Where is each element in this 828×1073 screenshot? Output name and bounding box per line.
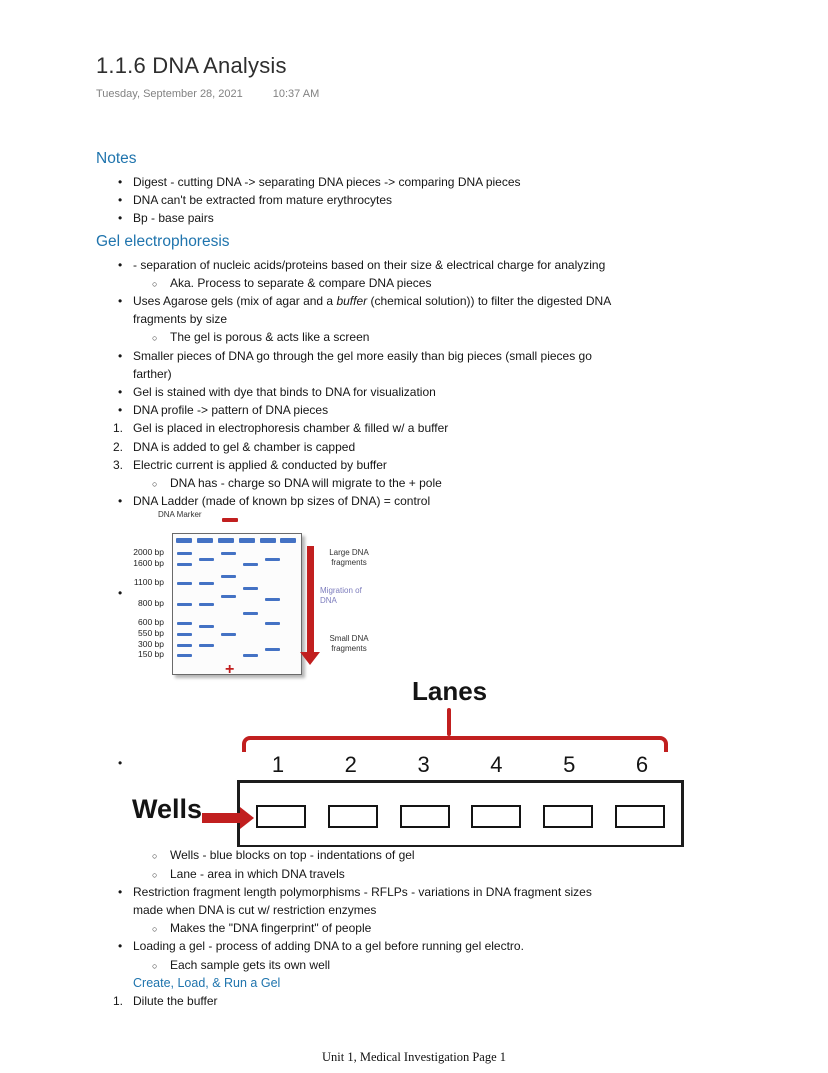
- dna-band: [177, 563, 192, 566]
- list-item-text: The gel is porous & acts like a screen: [170, 330, 370, 345]
- dna-band: [243, 587, 258, 590]
- list-item-text: Gel is placed in electrophoresis chamber & filled w/ a buffer: [133, 421, 449, 436]
- gel-well-band: [280, 538, 296, 543]
- lane-number: 4: [490, 752, 503, 778]
- bp-label: 800 bp: [138, 598, 164, 609]
- brace-stem: [447, 708, 451, 736]
- gel-well-band: [218, 538, 234, 543]
- bp-label: 150 bp: [138, 649, 164, 660]
- gel-chamber-box: [237, 780, 684, 847]
- list-item-text: farther): [133, 366, 172, 381]
- list-item-text: Wells - blue blocks on top - indentations of gel: [170, 848, 415, 863]
- bp-label: 2000 bp: [133, 547, 164, 558]
- list-item-text: Aka. Process to separate & compare DNA pieces: [170, 275, 432, 290]
- list-item: [96, 937, 721, 955]
- dna-band: [221, 552, 236, 555]
- gel-well-band: [239, 538, 255, 543]
- list-item: [96, 438, 721, 456]
- dna-band: [199, 625, 214, 628]
- dna-band: [265, 648, 280, 651]
- bp-label: 300 bp: [138, 639, 164, 650]
- lane-number: 1: [271, 752, 285, 778]
- list-item-number: 1.: [113, 421, 124, 436]
- lane-number: 5: [563, 752, 576, 778]
- bp-label: 600 bp: [138, 617, 164, 628]
- list-item-text: DNA is added to gel & chamber is capped: [133, 439, 356, 454]
- list-item-text: Digest - cutting DNA -> separating DNA pieces -> comparing DNA pieces: [133, 175, 521, 189]
- list-item-text: Restriction fragment length polymorphisms - RFLPs - variations in DNA fragment sizes: [133, 884, 592, 899]
- list-item-text: DNA has - charge so DNA will migrate to the + pole: [170, 476, 442, 491]
- minus-electrode-icon: [222, 518, 238, 522]
- list-item: [96, 419, 721, 437]
- dna-band: [221, 595, 236, 598]
- list-item-text: DNA Ladder (made of known bp sizes of DNA) = control: [133, 494, 431, 509]
- bp-label: 1100 bp: [133, 577, 164, 588]
- list-item-text: DNA can't be extracted from mature erythrocytes: [133, 193, 393, 208]
- page-title: 1.1.6 DNA Analysis: [96, 53, 287, 78]
- list-item-text: (chemical solution)) to filter the digested DNA: [367, 294, 612, 309]
- list-item: [96, 383, 721, 401]
- list-item: [96, 956, 721, 974]
- gel-well-band: [197, 538, 213, 543]
- lanes-label: Lanes: [412, 676, 488, 707]
- well: [328, 805, 378, 828]
- list-item-text: Each sample gets its own well: [170, 957, 331, 972]
- list-item: [96, 474, 721, 492]
- list-item-text: Electric current is applied & conducted by buffer: [133, 457, 387, 472]
- list-item: [96, 883, 721, 919]
- dna-marker-label: DNA Marker: [158, 510, 202, 520]
- list-item: [96, 347, 721, 383]
- list-item: [96, 846, 721, 864]
- large-dna-fragments-label: Large DNA fragments: [329, 548, 369, 567]
- bp-label: 550 bp: [138, 628, 164, 639]
- list-item: [96, 401, 721, 419]
- list-item: [96, 274, 721, 292]
- list-item-text: DNA profile -> pattern of DNA pieces: [133, 403, 329, 418]
- lane-numbers-row: [237, 752, 683, 778]
- dna-band: [243, 563, 258, 566]
- plus-electrode-icon: +: [225, 661, 235, 679]
- dateline: [96, 87, 721, 101]
- list-item: [96, 209, 721, 227]
- list-item: [96, 173, 721, 191]
- well: [256, 805, 306, 828]
- page-footer: Unit 1, Medical Investigation Page 1: [322, 1050, 506, 1064]
- dna-band: [177, 603, 192, 606]
- lane-number: 6: [635, 752, 649, 778]
- dna-band: [199, 603, 214, 606]
- lanes-brace: [242, 736, 668, 752]
- dna-band: [221, 633, 236, 636]
- dna-band: [199, 558, 214, 561]
- gel-well-band: [176, 538, 192, 543]
- bullet-marker: [118, 756, 122, 770]
- well: [543, 805, 593, 828]
- list-item: [96, 191, 721, 209]
- list-item-text: Gel is stained with dye that binds to DNA for visualization: [133, 385, 436, 400]
- list-item-text: Uses Agarose gels (mix of agar and a: [133, 294, 337, 309]
- list-item-text: fragments by size: [133, 312, 228, 327]
- gel-electrophoresis-heading: Gel electrophoresis: [96, 232, 230, 250]
- list-item: [96, 256, 721, 274]
- well: [400, 805, 450, 828]
- dna-band: [265, 598, 280, 601]
- dna-band: [199, 644, 214, 647]
- list-item-text: Dilute the buffer: [133, 994, 218, 1009]
- time-text: 10:37 AM: [272, 88, 320, 100]
- bp-label: 1600 bp: [133, 558, 164, 569]
- list-item: [96, 919, 721, 937]
- dna-band: [177, 644, 192, 647]
- gel-box: [172, 533, 302, 675]
- wells-row: [240, 805, 681, 828]
- gel-electrophoresis-diagram: [96, 508, 721, 680]
- list-item: [96, 992, 721, 1010]
- list-item-text: Lane - area in which DNA travels: [170, 866, 345, 881]
- notes-heading: Notes: [96, 150, 137, 167]
- list-item-text: made when DNA is cut w/ restriction enzymes: [133, 903, 377, 918]
- dna-band: [177, 654, 192, 657]
- gel-well-band: [260, 538, 276, 543]
- page-content: [96, 52, 721, 1010]
- dna-band: [177, 622, 192, 625]
- dna-band: [265, 622, 280, 625]
- dna-band: [199, 582, 214, 585]
- well: [471, 805, 521, 828]
- dna-band: [177, 633, 192, 636]
- dna-band: [243, 612, 258, 615]
- list-item-text-italic: buffer: [336, 294, 368, 309]
- list-item-number: 2.: [113, 439, 124, 454]
- list-item: [96, 865, 721, 883]
- well: [615, 805, 665, 828]
- small-dna-fragments-label: Small DNA fragments: [329, 634, 369, 653]
- dna-band: [221, 575, 236, 578]
- dna-band: [265, 558, 280, 561]
- list-item-number: 1.: [113, 994, 124, 1009]
- wells-arrow: [202, 813, 240, 823]
- create-load-run-heading: Create, Load, & Run a Gel: [133, 975, 281, 990]
- wells-arrow-tip: [240, 807, 254, 829]
- date-text: Tuesday, September 28, 2021: [96, 88, 243, 100]
- list-item-text: Loading a gel - process of adding DNA to a gel before running gel electro.: [133, 939, 524, 954]
- migration-of-dna-label: Migration of DNA: [320, 586, 362, 605]
- migration-arrow: [307, 546, 314, 652]
- list-item: [96, 456, 721, 474]
- list-item-text: Smaller pieces of DNA go through the gel more easily than big pieces (small pieces go: [133, 348, 592, 363]
- dna-band: [243, 654, 258, 657]
- list-item: [96, 292, 721, 328]
- lane-number: 2: [344, 752, 357, 778]
- dna-band: [177, 552, 192, 555]
- list-item: [96, 328, 721, 346]
- list-item-number: 3.: [113, 457, 124, 472]
- migration-arrow-tip: [300, 652, 320, 665]
- lane-number: 3: [417, 752, 430, 778]
- lanes-wells-diagram: [96, 676, 721, 846]
- list-item-text: - separation of nucleic acids/proteins based on their size & electrical charge for analyzing: [133, 257, 606, 272]
- list-item-text: Makes the "DNA fingerprint" of people: [170, 921, 372, 936]
- list-item-text: Bp - base pairs: [133, 211, 214, 226]
- wells-label: Wells: [132, 794, 203, 825]
- dna-band: [177, 582, 192, 585]
